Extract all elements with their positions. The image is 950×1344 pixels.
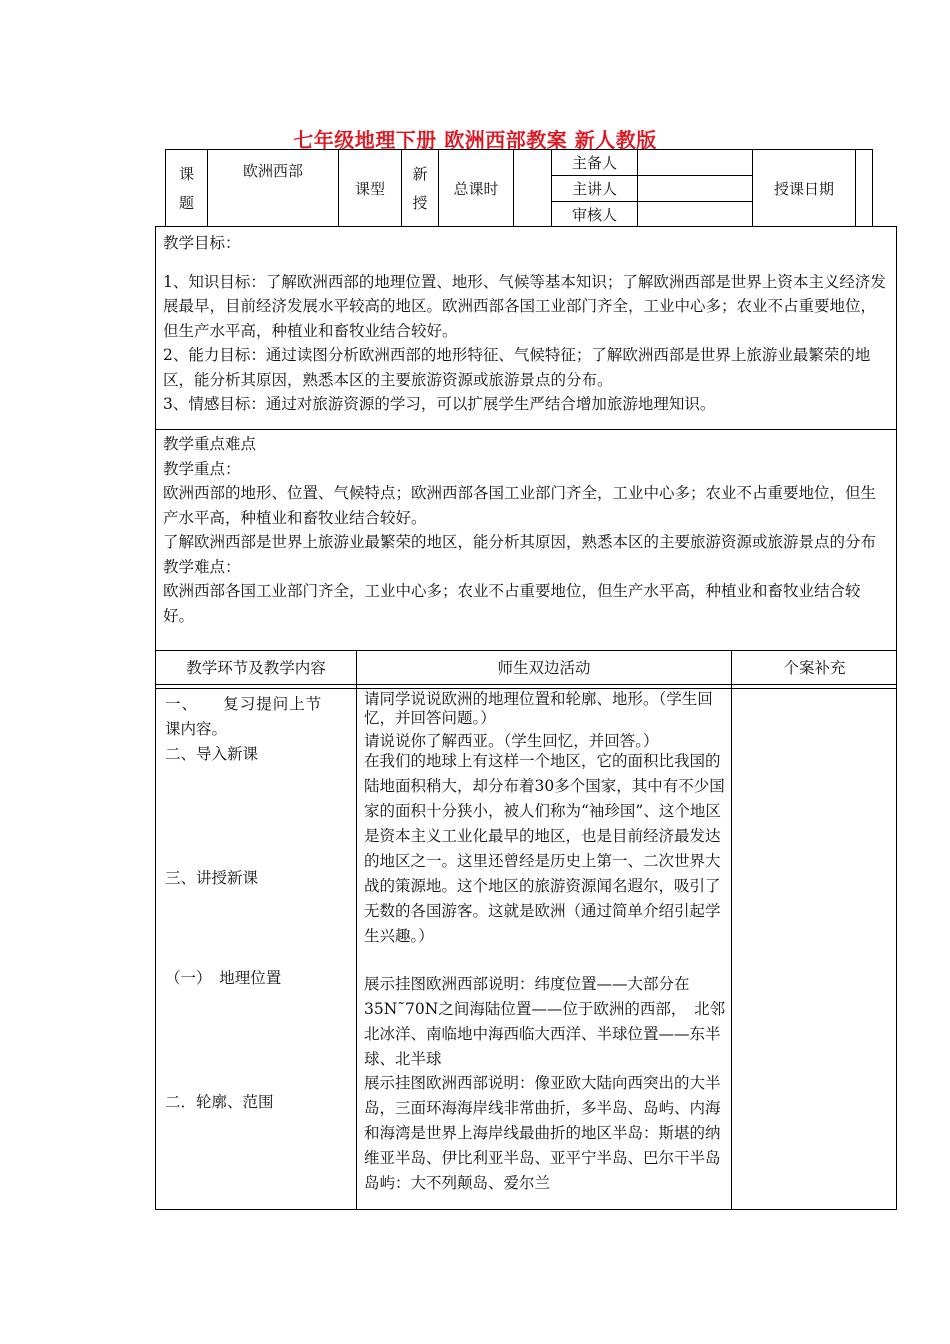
column-header-steps: 教学环节及教学内容 — [186, 659, 326, 677]
step-location: （一） 地理位置 — [165, 969, 282, 987]
role-preparer: 主备人 — [552, 150, 638, 176]
goals-heading: 教学目标： — [163, 234, 241, 252]
role-reviewer-value — [638, 202, 753, 227]
type-label: 课型 — [339, 150, 402, 227]
role-reviewer: 审核人 — [552, 202, 638, 227]
date-value — [856, 150, 873, 227]
course-value: 欧洲西部 — [208, 150, 339, 227]
activity-outline: 展示挂图欧洲西部说明：像亚欧大陆向西突出的大半岛，三面环海海岸线非常曲折，多半岛、岛屿、内海和海湾是世界上海岸线最曲折的地区半岛：斯堪的纳维亚半岛、伊比利亚半岛、亚平宁半岛、巴尔干半岛岛屿：大不列颠岛、爱尔兰 — [364, 1074, 721, 1192]
activity-westasia: 请说说你了解西亚。（学生回忆，并回答。） — [364, 732, 659, 750]
date-label: 授课日期 — [753, 150, 856, 227]
activity-intro: 在我们的地球上有这样一个地区，它的面积比我国的陆地面积稍大，却分布着30多个国家，其中有不少国家的面积十分狭小，被人们称为“袖珍国”、这个地区是资本主义工业化最早的地区，也是目前经济最发达的地区之一。这里还曾经是历史上第一、二次世界大战的策源地。这个地区的旅游资源闻名遐尔，吸引了无数的各国游客。这就是欧洲（通过简单介绍引起学生兴趣。） — [364, 752, 725, 945]
step-review: 一、 复习提问上节 — [165, 695, 323, 713]
role-preparer-value — [638, 150, 753, 176]
column-divider-1 — [356, 651, 357, 1210]
role-lecturer: 主讲人 — [552, 176, 638, 202]
step-review-cont: 课内容。 — [165, 720, 228, 738]
difficulty-text: 欧洲西部各国工业部门齐全，工业中心多；农业不占重要地位，但生产水平高，种植业和畜牧业结合较好。 — [163, 582, 861, 625]
difficulty-heading: 教学难点： — [163, 557, 241, 576]
step-introduce: 二、导入新课 — [165, 745, 259, 763]
keypoints-section — [155, 430, 897, 651]
goal-knowledge: 1、知识目标：了解欧洲西部的地理位置、地形、气候等基本知识；了解欧洲西部是世界上资本主义经济发展最早，目前经济发展水平较高的地区。欧洲西部各国工业部门齐全，工业中心多；农业不占重要地位，但生产水平高，种植业和畜牧业结合较好。 — [163, 272, 886, 340]
column-header-supplement: 个案补充 — [783, 659, 846, 677]
activity-location: 展示挂图欧洲西部说明：纬度位置——大部分在35N˜70N之间海陆位置——位于欧洲的西部， 北邻北冰洋、南临地中海西临大西洋、半球位置——东半球、北半球 — [364, 975, 726, 1068]
step-outline: 二．轮廓、范围 — [165, 1093, 274, 1111]
step-teach: 三、讲授新课 — [165, 869, 259, 887]
goal-ability: 2、能力目标：通过读图分析欧洲西部的地形特征、气候特征；了解欧洲西部是世界上旅游业最繁荣的地区，能分析其原因，熟悉本区的主要旅游资源或旅游景点的分布。 — [163, 346, 871, 389]
column-header-rule — [155, 684, 897, 685]
focus-heading: 教学重点： — [163, 459, 241, 478]
type-value: 新 授 — [402, 150, 439, 227]
teaching-goals-section — [155, 227, 897, 430]
focus-text-1: 欧洲西部的地形、位置、气候特点；欧洲西部各国工业部门齐全，工业中心多；农业不占重要地位，但生产水平高，种植业和畜牧业结合较好。 — [163, 484, 877, 527]
course-label: 课 题 — [166, 150, 208, 227]
focus-text-2: 了解欧洲西部是世界上旅游业最繁荣的地区，能分析其原因，熟悉本区的主要旅游资源或旅游景点的分布 — [163, 533, 877, 551]
keypoints-heading: 教学重点难点 — [163, 435, 257, 453]
hours-value — [514, 150, 552, 227]
activity-review: 请同学说说欧洲的地理位置和轮廓、地形。（学生回忆，并回答问题。） — [364, 690, 713, 727]
column-header-activities: 师生双边活动 — [497, 659, 591, 677]
column-divider-2 — [731, 651, 732, 1210]
role-lecturer-value — [638, 176, 753, 202]
hours-label: 总课时 — [439, 150, 514, 227]
document-title: 七年级地理下册 欧洲西部教案 新人教版 — [293, 128, 657, 152]
goal-emotion: 3、情感目标：通过对旅游资源的学习，可以扩展学生严结合增加旅游地理知识。 — [163, 395, 716, 413]
column-header-rule-double — [155, 688, 897, 689]
lesson-header-table — [165, 149, 873, 227]
